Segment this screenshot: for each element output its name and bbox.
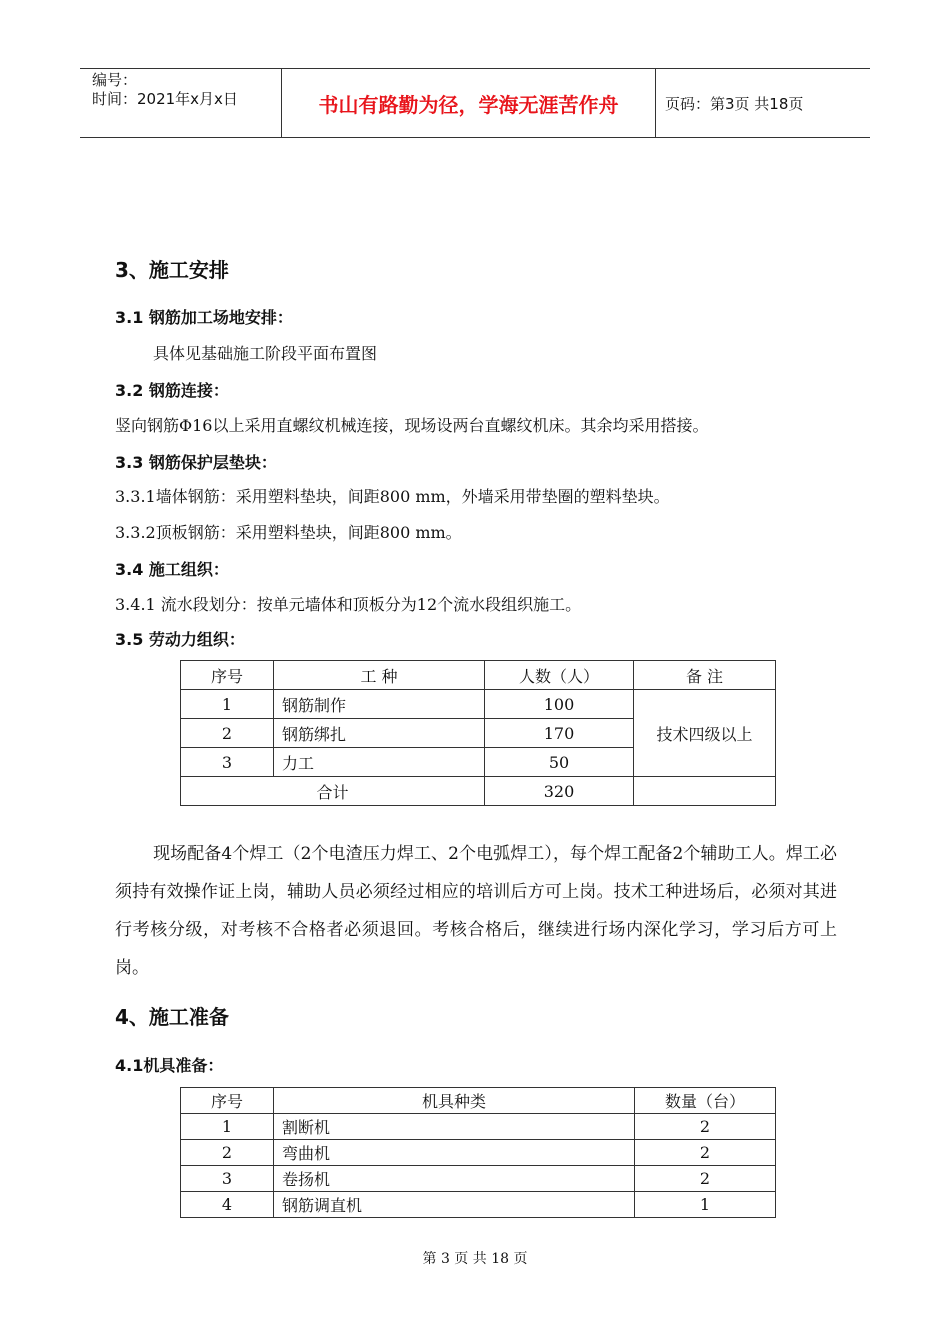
table-row	[181, 690, 776, 719]
machine-name: 卷扬机	[274, 1166, 635, 1192]
machine-qty: 2	[635, 1166, 776, 1192]
table-row	[181, 1114, 776, 1140]
worker-count: 50	[485, 748, 634, 777]
row-number: 1	[181, 1114, 274, 1140]
worker-count: 170	[485, 719, 634, 748]
worker-count: 100	[485, 690, 634, 719]
table-header-cell: 人数（人）	[485, 661, 634, 690]
section-4-title: 4、施工准备	[115, 1005, 229, 1029]
section-4-1-title: 4.1机具准备：	[115, 1056, 224, 1075]
section-3-3-1: 3.3.1墙体钢筋：采用塑料垫块，间距800 mm，外墙采用带垫圈的塑料垫块。	[115, 487, 670, 506]
table-header-cell: 备 注	[634, 661, 776, 690]
work-type: 力工	[274, 748, 485, 777]
row-number: 2	[181, 719, 274, 748]
machine-name: 弯曲机	[274, 1140, 635, 1166]
table-total-row	[181, 777, 776, 806]
page-footer: 第 3 页 共 18 页	[422, 1251, 528, 1267]
table-row	[181, 1166, 776, 1192]
section-3-1-title: 3.1 钢筋加工场地安排：	[115, 308, 293, 327]
work-type: 钢筋绑扎	[274, 719, 485, 748]
page-header	[80, 68, 870, 138]
section-3-title: 3、施工安排	[115, 258, 229, 282]
work-type: 钢筋制作	[274, 690, 485, 719]
labor-paragraph	[115, 835, 837, 987]
table-header-row	[181, 1088, 776, 1114]
row-number: 3	[181, 1166, 274, 1192]
row-number: 4	[181, 1192, 274, 1218]
total-count: 320	[485, 777, 634, 806]
remark-cell: 技术四级以上	[634, 690, 776, 777]
section-3-1-text: 具体见基础施工阶段平面布置图	[153, 344, 378, 363]
row-number: 3	[181, 748, 274, 777]
table-header-row	[181, 661, 776, 690]
row-number: 1	[181, 690, 274, 719]
machine-table	[180, 1087, 776, 1218]
section-3-3-2: 3.3.2顶板钢筋：采用塑料垫块，间距800 mm。	[115, 523, 462, 542]
table-header-cell: 序号	[181, 661, 274, 690]
table-header-cell: 序号	[181, 1088, 274, 1114]
section-3-3-title: 3.3 钢筋保护层垫块：	[115, 453, 277, 472]
header-time: 时间：2021年x月x日	[92, 90, 238, 108]
header-page-info: 页码：第3页 共18页	[665, 94, 804, 113]
header-motto: 书山有路勤为径，学海无涯苦作舟	[281, 69, 656, 137]
row-number: 2	[181, 1140, 274, 1166]
labor-paragraph-text: 现场配备4个焊工（2个电渣压力焊工、2个电弧焊工），每个焊工配备2个辅助工人。焊工必须持有效操作证上岗，辅助人员必须经过相应的培训后方可上岗。技术工种进场后，必须对其进行考核分级，对考核不合格者必须退回。考核合格后，继续进行场内深化学习，学习后方可上岗。	[115, 844, 837, 978]
section-3-4-1: 3.4.1 流水段划分：按单元墙体和顶板分为12个流水段组织施工。	[115, 595, 582, 614]
machine-name: 钢筋调直机	[274, 1192, 635, 1218]
table-header-cell: 工 种	[274, 661, 485, 690]
machine-qty: 1	[635, 1192, 776, 1218]
header-meta	[80, 69, 280, 137]
table-row	[181, 1192, 776, 1218]
labor-table	[180, 660, 776, 806]
section-3-2-text: 竖向钢筋Φ16以上采用直螺纹机械连接，现场设两台直螺纹机床。其余均采用搭接。	[115, 416, 709, 435]
table-header-cell: 数量（台）	[635, 1088, 776, 1114]
header-number: 编号：	[92, 71, 138, 89]
section-3-5-title: 3.5 劳动力组织：	[115, 630, 245, 649]
table-row	[181, 1140, 776, 1166]
machine-name: 割断机	[274, 1114, 635, 1140]
machine-qty: 2	[635, 1114, 776, 1140]
empty-cell	[634, 777, 776, 806]
table-header-cell: 机具种类	[274, 1088, 635, 1114]
total-label: 合计	[181, 777, 485, 806]
machine-qty: 2	[635, 1140, 776, 1166]
section-3-4-title: 3.4 施工组织：	[115, 560, 229, 579]
section-3-2-title: 3.2 钢筋连接：	[115, 381, 229, 400]
